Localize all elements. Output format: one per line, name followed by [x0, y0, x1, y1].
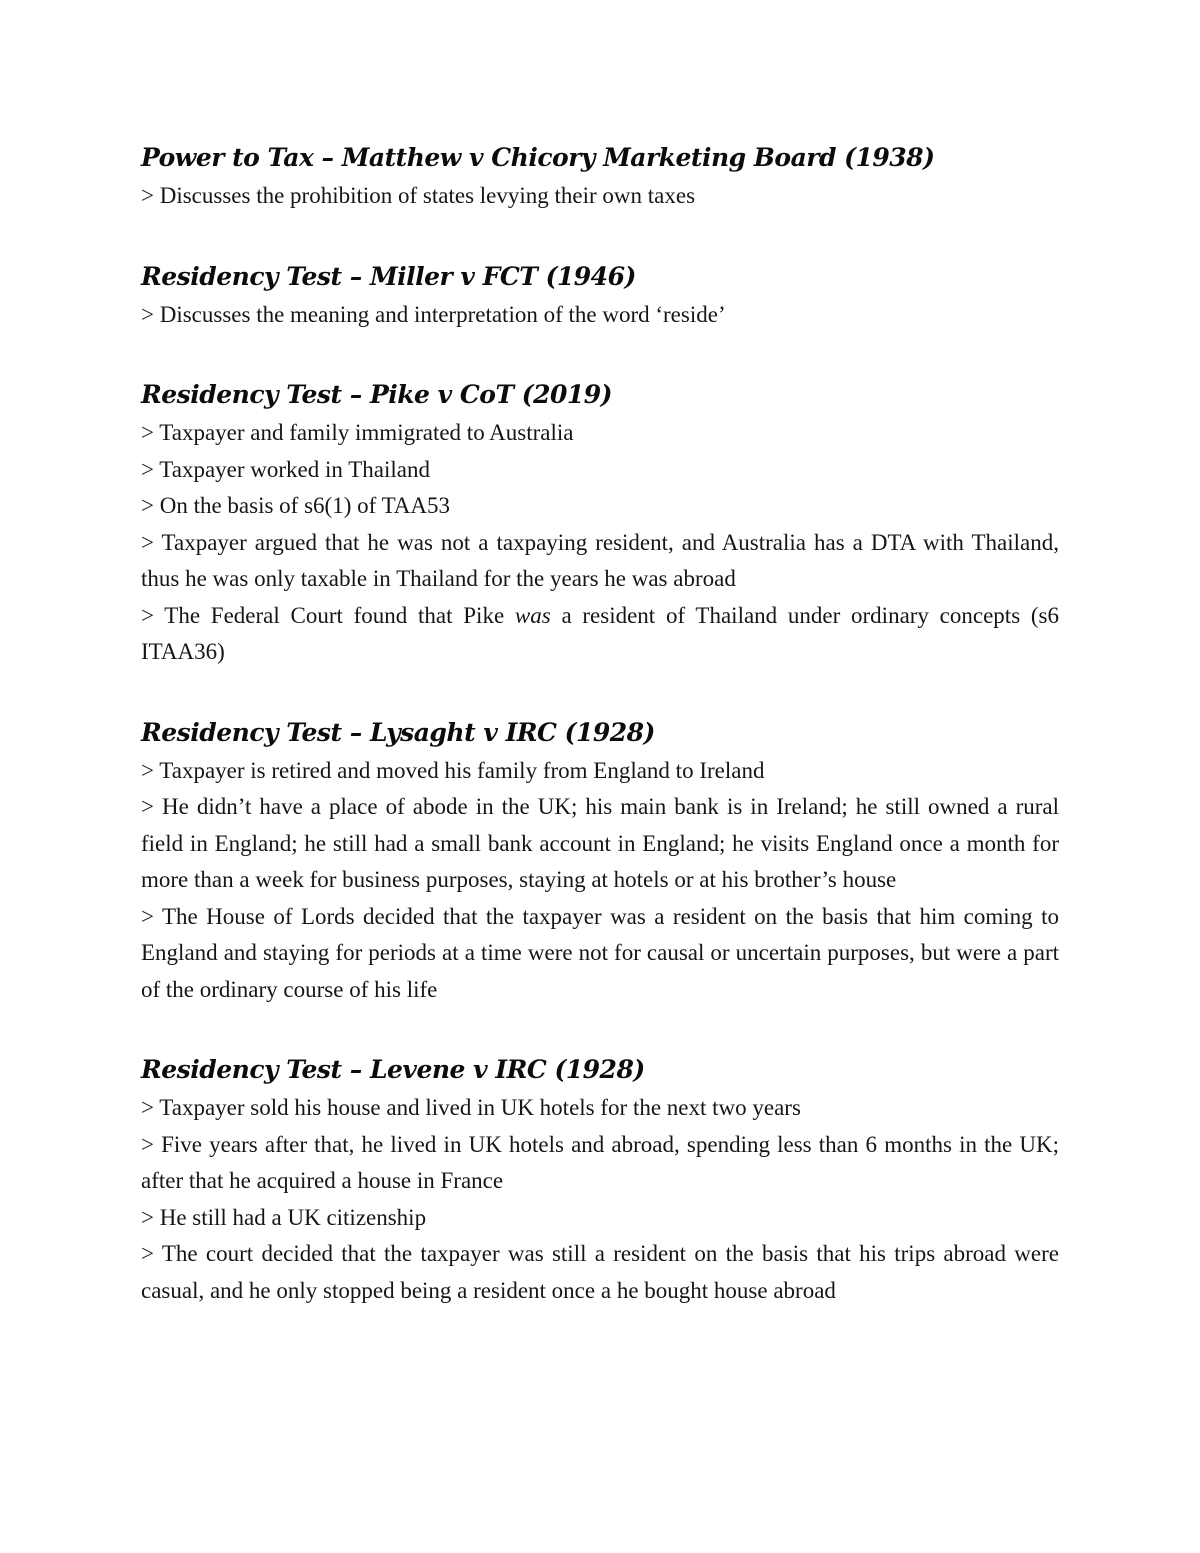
- case-point: > He didn’t have a place of abode in the UK; his main bank is in Ireland; he still owned a rural field in England; he still had a small bank account in England; he visits England once a month for more than a week for business purposes, staying at hotels or at his brother’s house: [141, 794, 1059, 892]
- case-point: > Five years after that, he lived in UK hotels and abroad, spending less than 6 months in the UK; after that he acquired a house in France: [141, 1131, 1059, 1193]
- case-point: > He still had a UK citizenship: [141, 1204, 427, 1230]
- finding-text-after: a resident of Thailand under ordinary concepts (s6 ITAA36): [141, 602, 1059, 664]
- case-heading: Residency Test – Miller v FCT (1946): [141, 261, 636, 291]
- case-point: > Discusses the prohibition of states levying their own taxes: [141, 183, 696, 208]
- case-heading: Residency Test – Levene v IRC (1928): [141, 1055, 645, 1084]
- case-point: > Taxpayer is retired and moved his family from England to Ireland: [141, 757, 765, 783]
- case-point: > The House of Lords decided that the taxpayer was a resident on the basis that him coming to England and staying for periods at a time were not for causal or uncertain purposes, but were a part of the ordinary course of his life: [141, 903, 1059, 1002]
- case-point: > Taxpayer and family immigrated to Australia: [141, 420, 574, 445]
- case-heading: Residency Test – Lysaght v IRC (1928): [141, 717, 655, 747]
- finding-emphasis: was: [514, 602, 551, 628]
- case-miller-v-fct: [141, 257, 1059, 334]
- case-lysaght-v-irc: [141, 713, 1059, 1009]
- case-point: > Taxpayer sold his house and lived in UK hotels for the next two years: [141, 1095, 801, 1120]
- case-pike-v-cot: [141, 375, 1059, 671]
- case-heading: Power to Tax – Matthew v Chicory Marketing Board (1938): [141, 143, 935, 172]
- case-heading: Residency Test – Pike v CoT (2019): [141, 380, 613, 409]
- document-page: [141, 138, 1059, 1351]
- case-matthew-v-chicory: [141, 138, 1059, 215]
- finding-text-before: > The Federal Court found that Pike: [141, 602, 515, 628]
- case-point: > Taxpayer worked in Thailand: [141, 456, 430, 482]
- case-point: > On the basis of s6(1) of TAA53: [141, 493, 451, 518]
- case-point: > Taxpayer argued that he was not a taxpaying resident, and Australia has a DTA with Thailand, thus he was only taxable in Thailand for the years he was abroad: [141, 529, 1059, 591]
- case-point-finding: [141, 598, 1059, 671]
- case-point: > Discusses the meaning and interpretation of the word ‘reside’: [141, 301, 726, 327]
- case-levene-v-irc: [141, 1050, 1059, 1309]
- case-point: > The court decided that the taxpayer was still a resident on the basis that his trips abroad were casual, and he only stopped being a resident once a he bought house abroad: [141, 1241, 1059, 1303]
